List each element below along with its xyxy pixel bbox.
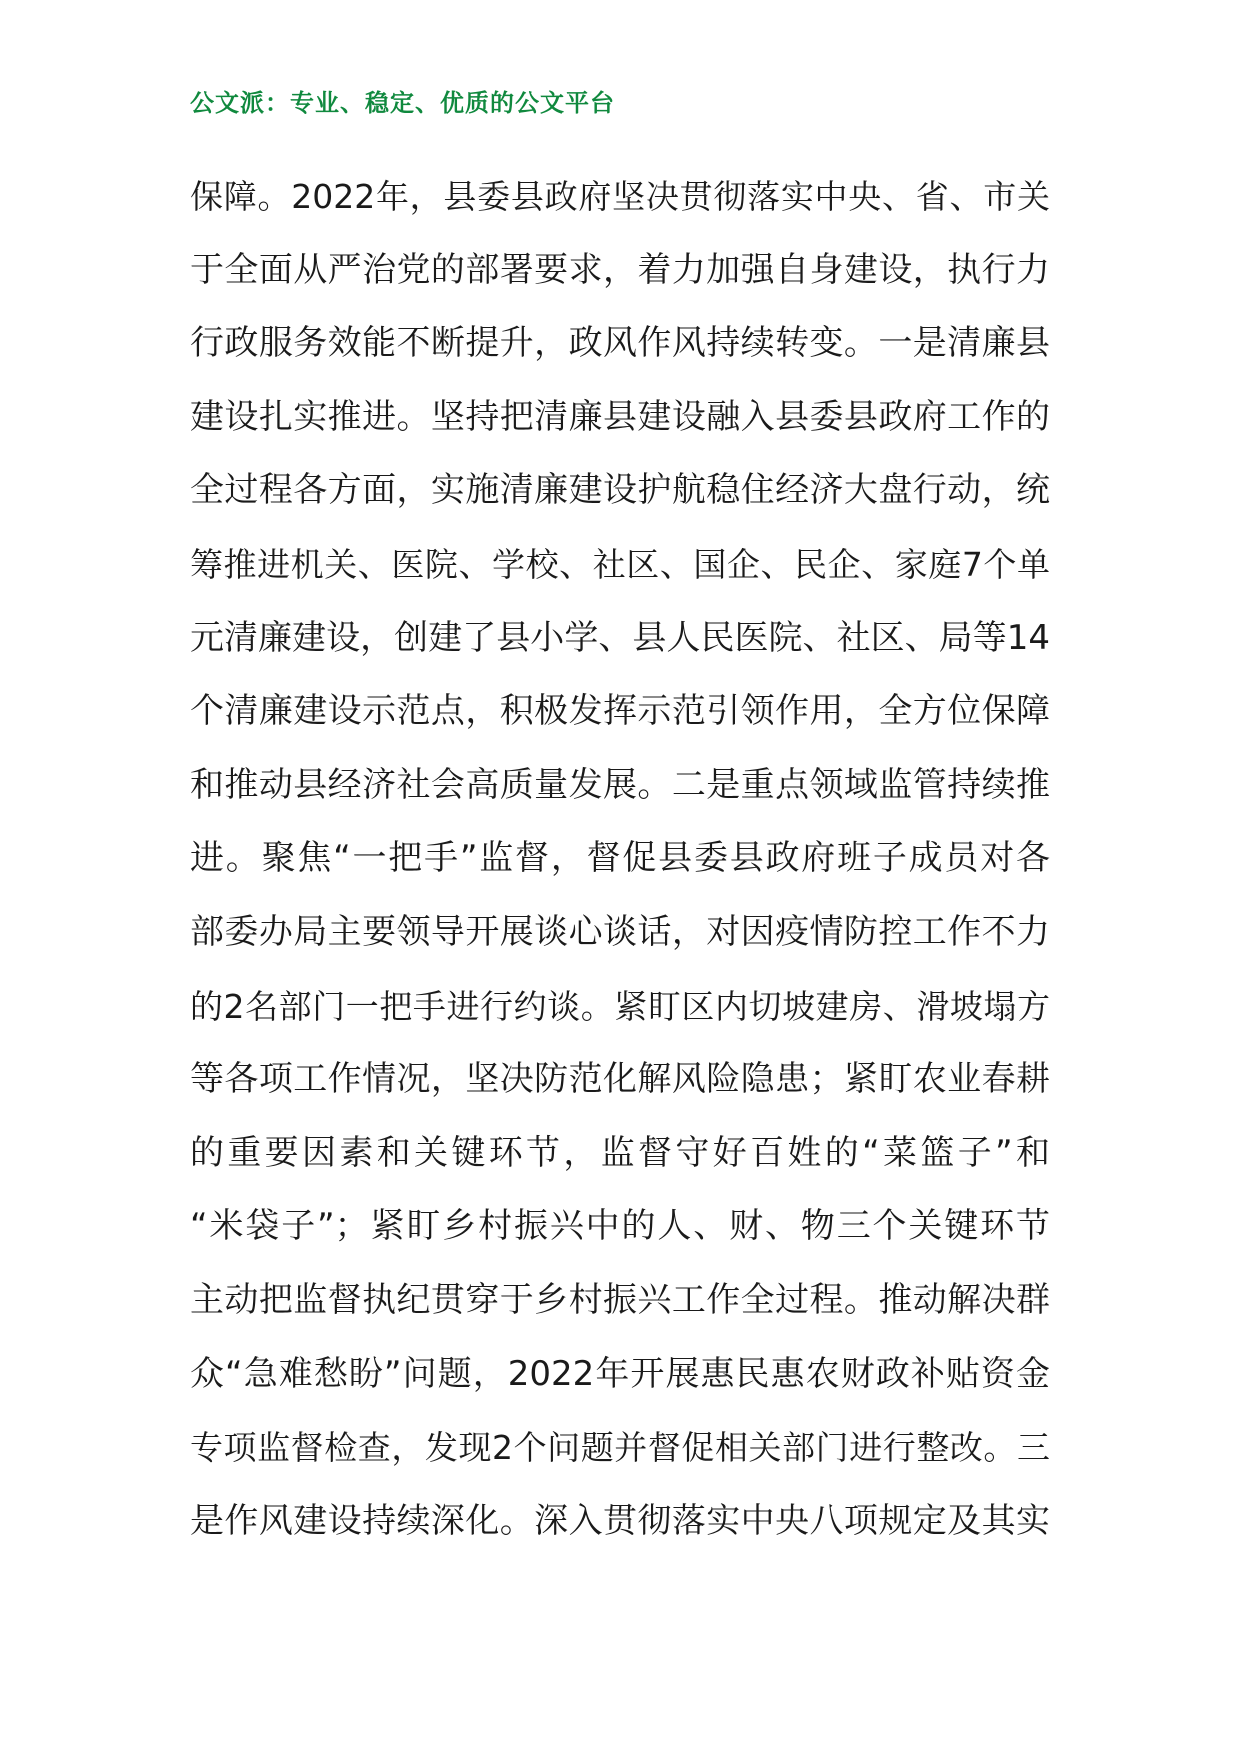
body-line: 主动把监督执纪贯穿于乡村振兴工作全过程。推动解决群 — [190, 1279, 1050, 1320]
body-line: 和推动县经济社会高质量发展。二是重点领域监管持续推 — [190, 764, 1050, 805]
body-line: “米袋子”；紧盯乡村振兴中的人、财、物三个关键环节 — [190, 1206, 1050, 1247]
body-line: 行政服务效能不断提升，政风作风持续转变。一是清廉县 — [190, 323, 1050, 364]
body-line: 个清廉建设示范点，积极发挥示范引领作用，全方位保障 — [190, 691, 1050, 732]
body-line: 元清廉建设，创建了县小学、县人民医院、社区、局等14 — [190, 617, 1050, 658]
body-line: 的2名部门一把手进行约谈。紧盯区内切坡建房、滑坡塌方 — [190, 986, 1050, 1026]
body-line: 部委办局主要领导开展谈心谈话，对因疫情防控工作不力 — [190, 911, 1050, 952]
body-line: 保障。2022年，县委县政府坚决贯彻落实中央、省、市关 — [190, 177, 1050, 216]
body-line: 进。聚焦“一把手”监督，督促县委县政府班子成员对各 — [190, 838, 1050, 879]
body-line: 全过程各方面，实施清廉建设护航稳住经济大盘行动，统 — [190, 470, 1050, 511]
body-line: 专项监督检查，发现2个问题并督促相关部门进行整改。三 — [190, 1428, 1050, 1468]
body-line: 于全面从严治党的部署要求，着力加强自身建设，执行力 — [190, 249, 1050, 290]
body-line: 建设扎实推进。坚持把清廉县建设融入县委县政府工作的 — [190, 396, 1050, 437]
body-line: 等各项工作情况，坚决防范化解风险隐患；紧盯农业春耕 — [190, 1059, 1050, 1100]
body-line: 筹推进机关、医院、学校、社区、国企、民企、家庭7个单 — [190, 544, 1050, 584]
body-paragraph — [190, 160, 1050, 1558]
body-line: 的重要因素和关键环节，监督守好百姓的“菜篮子”和 — [190, 1132, 1050, 1173]
page-header: 公文派：专业、稳定、优质的公文平台 — [190, 89, 615, 117]
body-line: 是作风建设持续深化。深入贯彻落实中央八项规定及其实 — [190, 1500, 1050, 1541]
body-line: 众“急难愁盼”问题，2022年开展惠民惠农财政补贴资金 — [190, 1353, 1050, 1394]
